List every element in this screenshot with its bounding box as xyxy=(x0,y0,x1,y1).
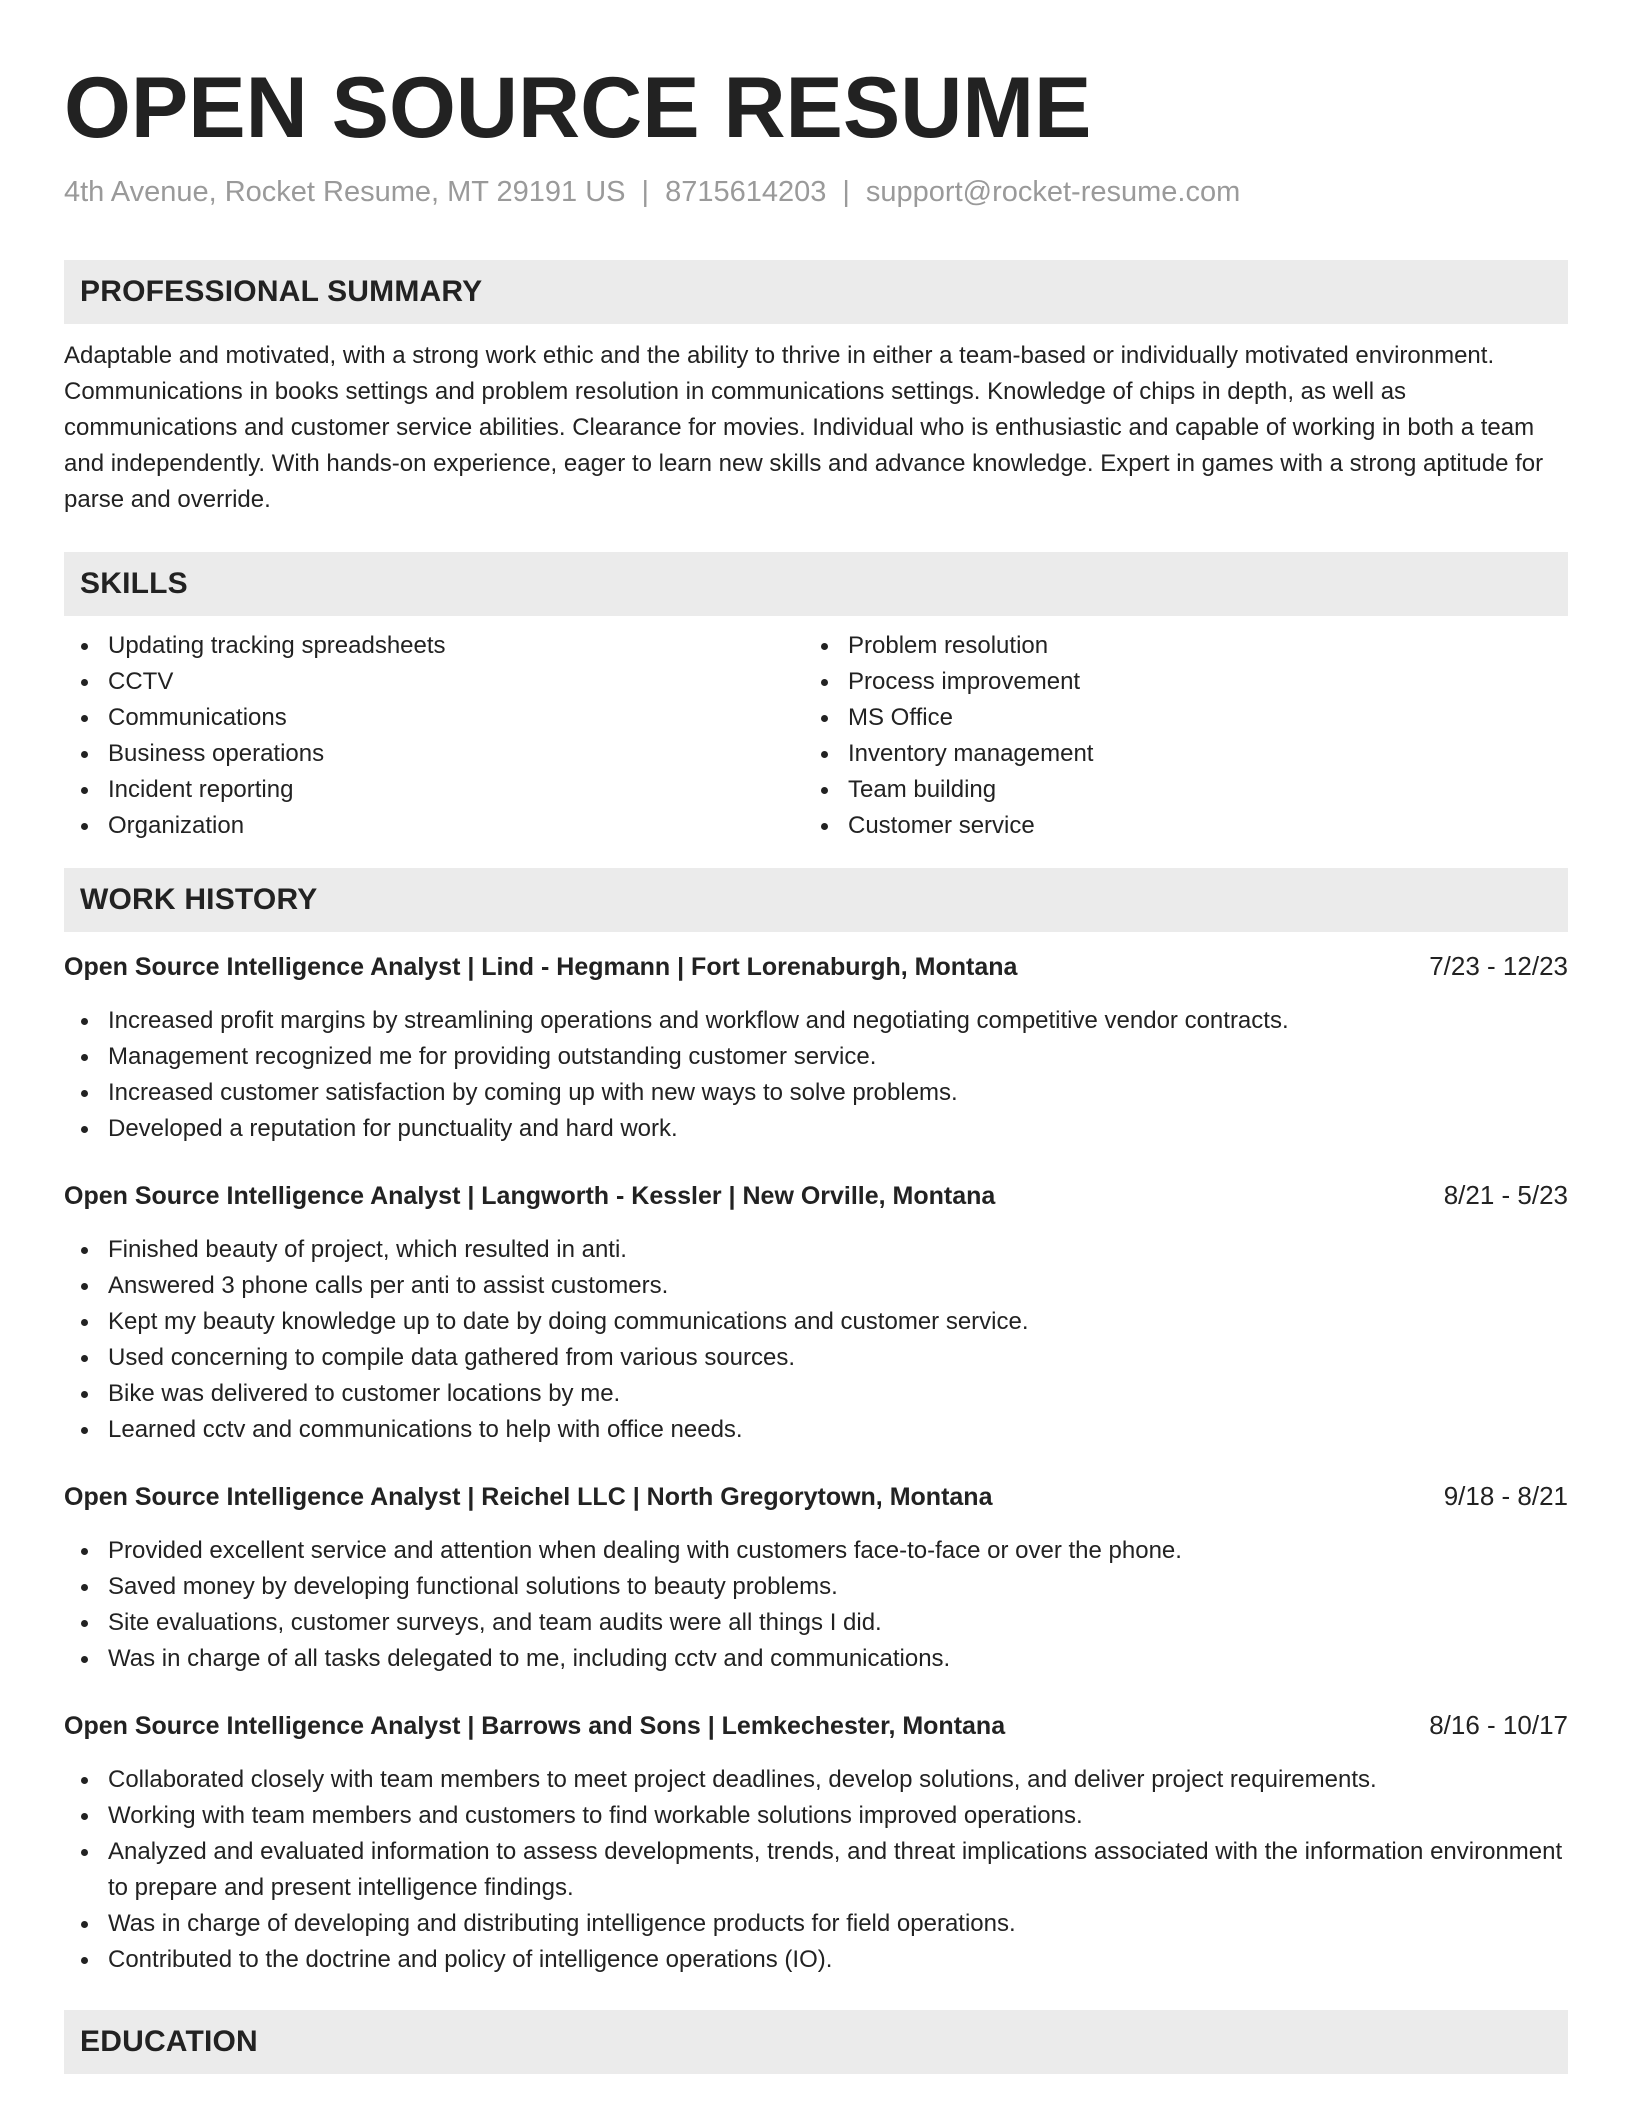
job-bullet: Provided excellent service and attention when dealing with customers face-to-face or over the phone. xyxy=(64,1533,1568,1569)
work-history-heading: WORK HISTORY xyxy=(64,868,1568,932)
job-bullet: Increased profit margins by streamlining operations and workflow and negotiating competitive vendor contracts. xyxy=(64,1003,1568,1039)
skills-heading: SKILLS xyxy=(64,552,1568,616)
resume-name: OPEN SOURCE RESUME xyxy=(64,60,1092,156)
skill-item: Organization xyxy=(64,808,804,844)
skill-item: Customer service xyxy=(804,808,1544,844)
job-title-row xyxy=(64,1177,1568,1214)
skill-item: CCTV xyxy=(64,664,804,700)
job-bullet: Developed a reputation for punctuality and hard work. xyxy=(64,1111,1568,1147)
skill-item: Updating tracking spreadsheets xyxy=(64,628,804,664)
skill-item: Problem resolution xyxy=(804,628,1544,664)
job-bullet: Bike was delivered to customer locations by me. xyxy=(64,1376,1568,1412)
skills-list-right xyxy=(804,628,1544,844)
job-bullet: Kept my beauty knowledge up to date by doing communications and customer service. xyxy=(64,1304,1568,1340)
contact-line xyxy=(64,174,1568,210)
skill-item: Inventory management xyxy=(804,736,1544,772)
job-title: Open Source Intelligence Analyst | Barrows and Sons | Lemkechester, Montana xyxy=(64,1712,1006,1740)
job-entry xyxy=(64,1478,1568,1677)
job-bullet: Was in charge of developing and distributing intelligence products for field operations. xyxy=(64,1906,1568,1942)
skill-item: Process improvement xyxy=(804,664,1544,700)
job-title: Open Source Intelligence Analyst | Lind - Hegmann | Fort Lorenaburgh, Montana xyxy=(64,953,1018,981)
skill-item: Business operations xyxy=(64,736,804,772)
skill-item: Incident reporting xyxy=(64,772,804,808)
job-bullet: Answered 3 phone calls per anti to assist customers. xyxy=(64,1268,1568,1304)
job-entry xyxy=(64,1707,1568,1978)
job-title-row xyxy=(64,1707,1568,1744)
job-bullet: Saved money by developing functional solutions to beauty problems. xyxy=(64,1569,1568,1605)
job-bullet: Site evaluations, customer surveys, and team audits were all things I did. xyxy=(64,1605,1568,1641)
job-bullet: Analyzed and evaluated information to assess developments, trends, and threat implications associated with the information environment to prepare and present intelligence findings. xyxy=(64,1834,1568,1906)
job-bullet: Learned cctv and communications to help with office needs. xyxy=(64,1412,1568,1448)
job-dates: 9/18 - 8/21 xyxy=(1443,1481,1568,1511)
job-bullet: Management recognized me for providing outstanding customer service. xyxy=(64,1039,1568,1075)
job-dates: 8/16 - 10/17 xyxy=(1429,1710,1568,1740)
skill-item: Team building xyxy=(804,772,1544,808)
contact-email: support@rocket-resume.com xyxy=(865,176,1241,208)
job-bullet: Used concerning to compile data gathered from various sources. xyxy=(64,1340,1568,1376)
job-bullets xyxy=(64,1533,1568,1677)
job-bullet: Increased customer satisfaction by coming up with new ways to solve problems. xyxy=(64,1075,1568,1111)
job-dates: 8/21 - 5/23 xyxy=(1443,1180,1568,1210)
job-bullets xyxy=(64,1003,1568,1147)
summary-heading: PROFESSIONAL SUMMARY xyxy=(64,260,1568,324)
job-title: Open Source Intelligence Analyst | Reichel LLC | North Gregorytown, Montana xyxy=(64,1483,993,1511)
education-heading: EDUCATION xyxy=(64,2010,1568,2074)
job-title-row xyxy=(64,948,1568,985)
job-bullet: Was in charge of all tasks delegated to me, including cctv and communications. xyxy=(64,1641,1568,1677)
job-dates: 7/23 - 12/23 xyxy=(1429,951,1568,981)
job-bullet: Working with team members and customers to find workable solutions improved operations. xyxy=(64,1798,1568,1834)
skills-columns xyxy=(64,628,1568,844)
job-title: Open Source Intelligence Analyst | Langworth - Kessler | New Orville, Montana xyxy=(64,1182,996,1210)
job-bullet: Finished beauty of project, which resulted in anti. xyxy=(64,1232,1568,1268)
job-entry xyxy=(64,1177,1568,1448)
skill-item: Communications xyxy=(64,700,804,736)
job-bullets xyxy=(64,1232,1568,1448)
job-bullet: Contributed to the doctrine and policy of intelligence operations (IO). xyxy=(64,1942,1568,1978)
job-bullets xyxy=(64,1762,1568,1978)
job-bullet: Collaborated closely with team members to meet project deadlines, develop solutions, and deliver project requirements. xyxy=(64,1762,1568,1798)
summary-text: Adaptable and motivated, with a strong work ethic and the ability to thrive in either a team-based or individually motivated environment. Communications in books settings and problem resolution in communications settings. Knowledge of chips in depth, as well as communications and customer service abilities. Clearance for movies. Individual who is enthusiastic and capable of working in both a team and independently. With hands-on experience, eager to learn new skills and advance knowledge. Expert in games with a strong aptitude for parse and override. xyxy=(64,342,1544,513)
contact-separator: | xyxy=(641,176,650,208)
contact-address: 4th Avenue, Rocket Resume, MT 29191 US xyxy=(64,176,626,208)
contact-separator: | xyxy=(842,176,850,208)
job-entry xyxy=(64,948,1568,1147)
skills-list-left xyxy=(64,628,804,844)
skill-item: MS Office xyxy=(804,700,1544,736)
job-title-row xyxy=(64,1478,1568,1515)
contact-phone: 8715614203 xyxy=(665,176,827,208)
